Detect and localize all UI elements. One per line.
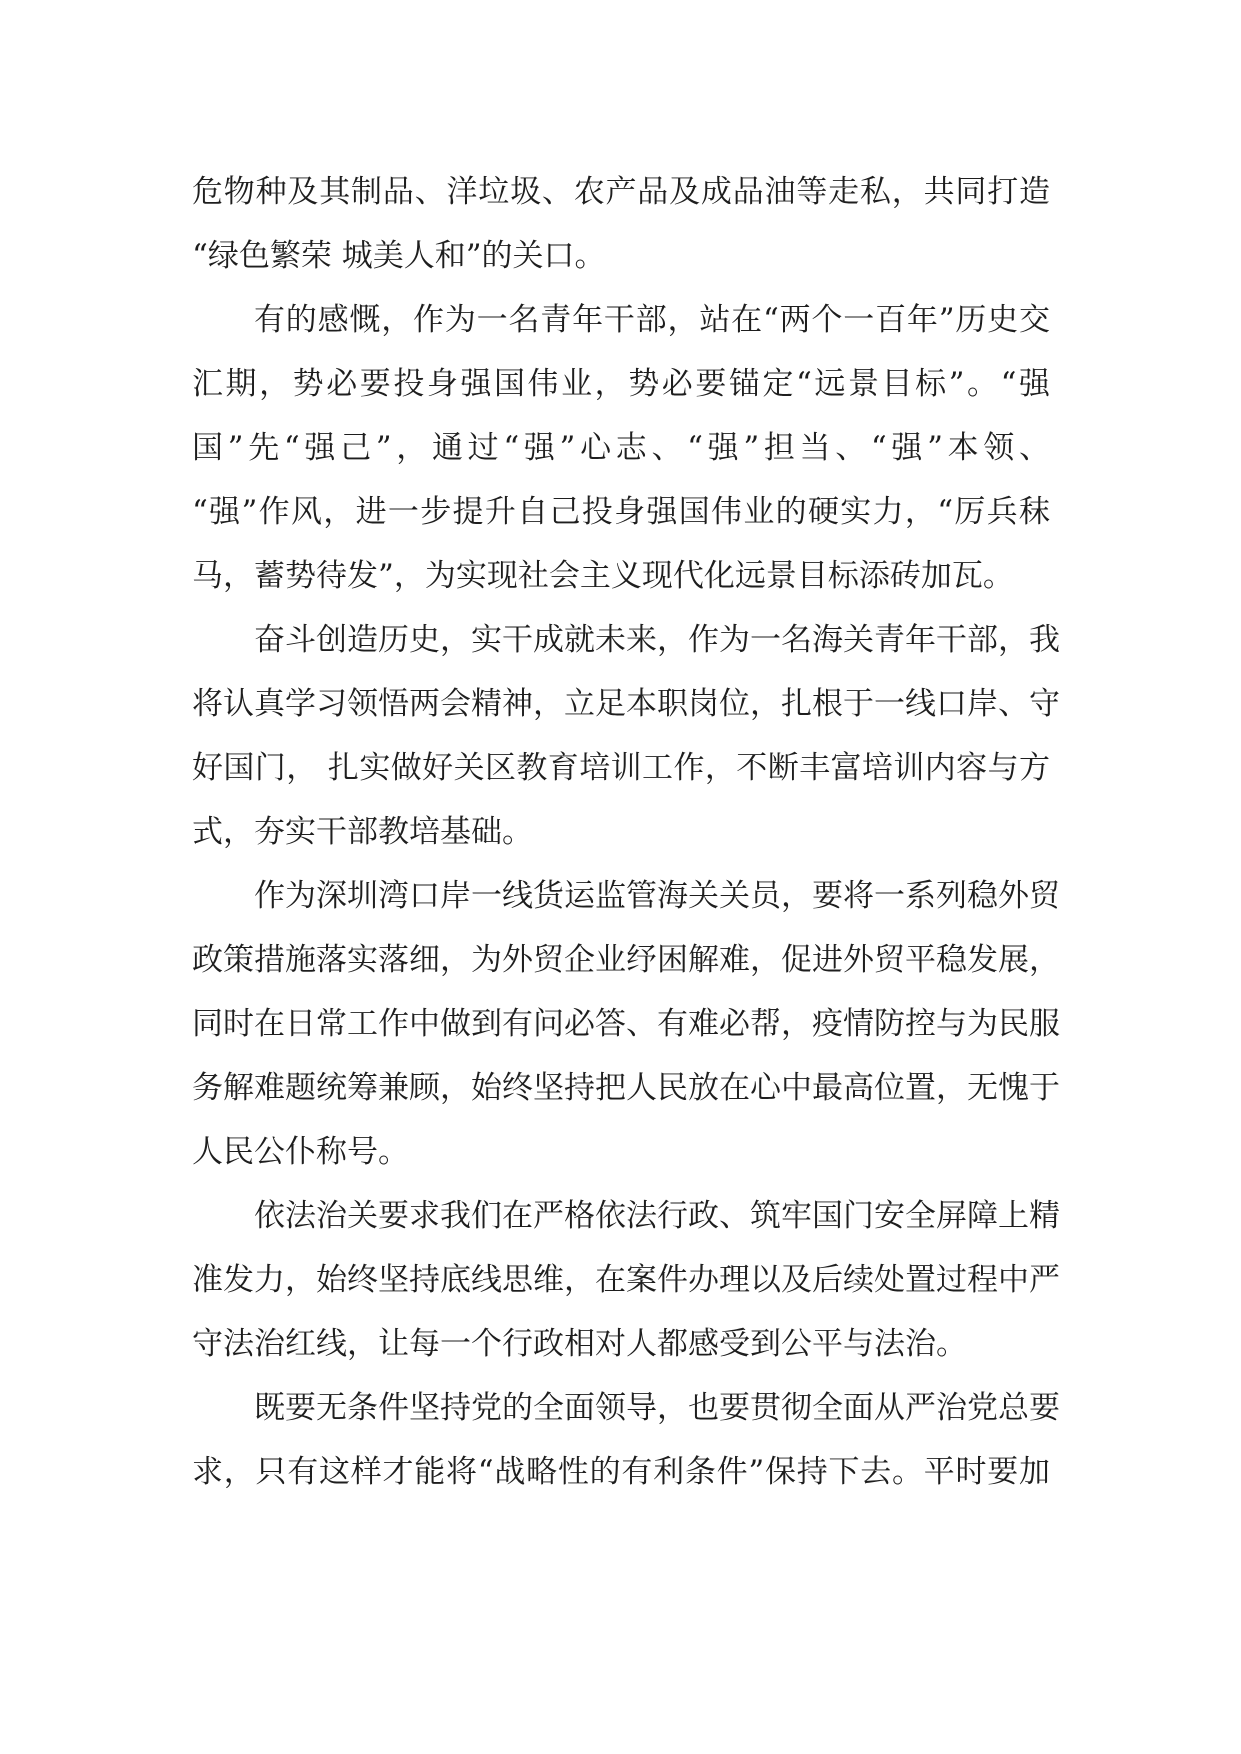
paragraph-5 — [192, 1184, 1060, 1376]
text-line: 准发力，始终坚持底线思维，在案件办理以及后续处置过程中严 — [192, 1262, 1060, 1298]
text-line: 奋斗创造历史，实干成就未来，作为一名海关青年干部，我 — [254, 622, 1060, 658]
text-line: 危物种及其制品、洋垃圾、农产品及成品油等走私，共同打造 — [192, 174, 1050, 210]
paragraph-1 — [192, 160, 1050, 288]
text-line: “强”作风，进一步提升自己投身强国伟业的硬实力，“厉兵秣 — [192, 494, 1050, 530]
paragraph-6 — [192, 1376, 1060, 1504]
text-line: 有的感慨，作为一名青年干部，站在“两个一百年”历史交 — [254, 302, 1050, 338]
text-line: 守法治红线，让每一个行政相对人都感受到公平与法治。 — [192, 1326, 967, 1362]
text-line: 求，只有这样才能将“战略性的有利条件”保持下去。平时要加 — [192, 1454, 1050, 1490]
text-line: 将认真学习领悟两会精神，立足本职岗位，扎根于一线口岸、守 — [192, 686, 1060, 722]
paragraph-3 — [192, 608, 1060, 864]
text-line: 国”先“强己”，通过“强”心志、“强”担当、“强”本领、 — [192, 430, 1050, 466]
text-line: 同时在日常工作中做到有问必答、有难必帮，疫情防控与为民服 — [192, 1006, 1060, 1042]
paragraph-2 — [192, 288, 1050, 608]
text-line: “绿色繁荣 城美人和”的关口。 — [192, 238, 606, 274]
text-line: 作为深圳湾口岸一线货运监管海关关员，要将一系列稳外贸 — [254, 878, 1060, 914]
text-line: 务解难题统筹兼顾，始终坚持把人民放在心中最高位置，无愧于 — [192, 1070, 1060, 1106]
paragraph-4 — [192, 864, 1060, 1184]
text-line: 马，蓄势待发”，为实现社会主义现代化远景目标添砖加瓦。 — [192, 558, 1014, 594]
text-line: 人民公仆称号。 — [192, 1134, 409, 1170]
text-line: 既要无条件坚持党的全面领导，也要贯彻全面从严治党总要 — [254, 1390, 1060, 1426]
text-line: 政策措施落实落细，为外贸企业纾困解难，促进外贸平稳发展， — [192, 942, 1060, 978]
text-line: 式，夯实干部教培基础。 — [192, 814, 533, 850]
text-line: 依法治关要求我们在严格依法行政、筑牢国门安全屏障上精 — [254, 1198, 1060, 1234]
text-line: 好国门， 扎实做好关区教育培训工作，不断丰富培训内容与方 — [192, 750, 1050, 786]
text-line: 汇期，势必要投身强国伟业，势必要锚定“远景目标”。“强 — [192, 366, 1050, 402]
document-body — [192, 160, 1060, 1504]
